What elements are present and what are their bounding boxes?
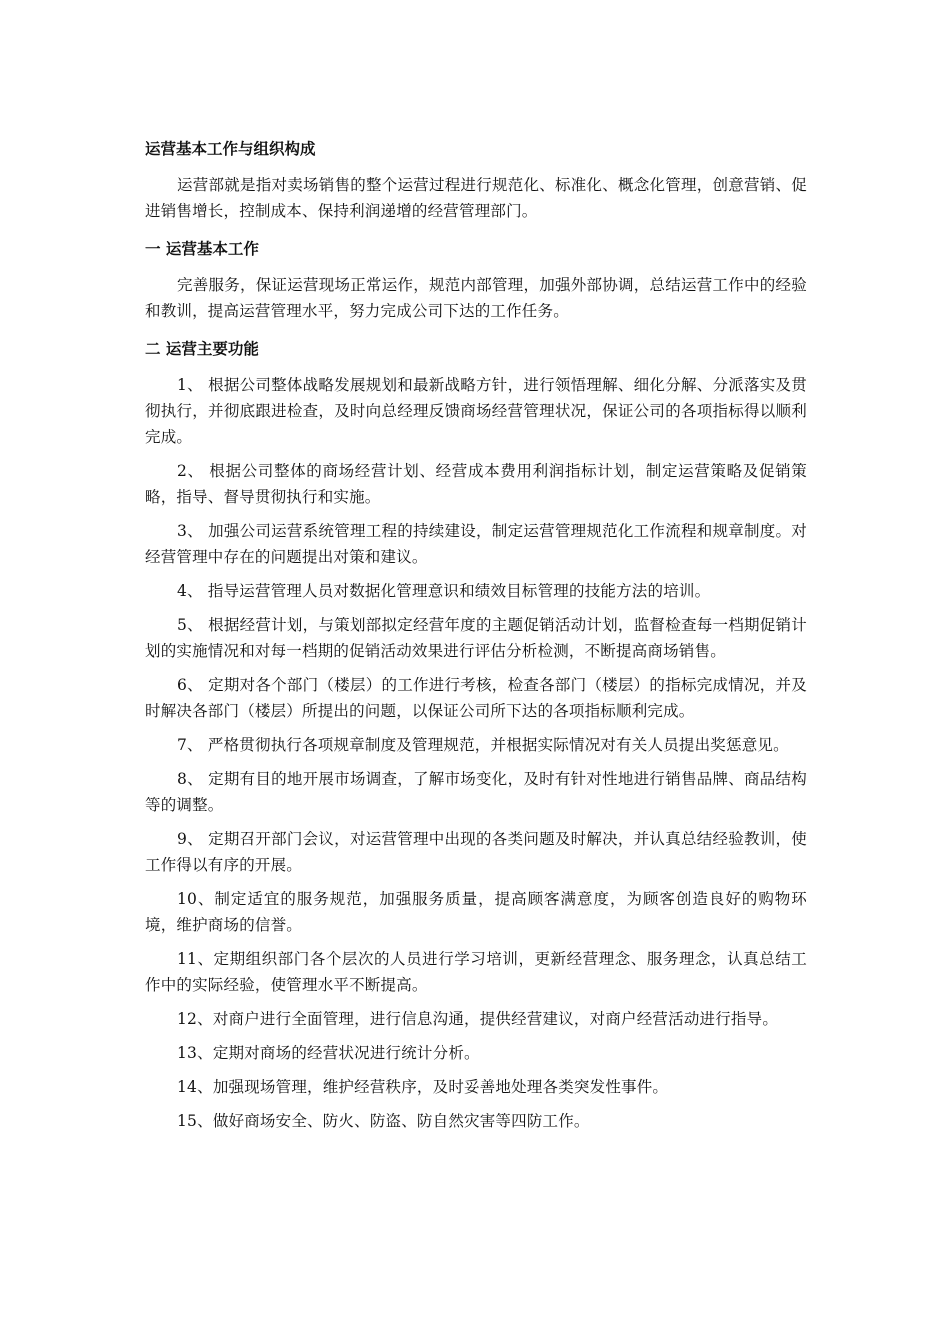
list-item: 14、加强现场管理，维护经营秩序，及时妥善地处理各类突发性事件。 [177,1078,669,1096]
document-page [145,136,807,1142]
section-2-heading: 二 运营主要功能 [145,340,259,358]
section-1-heading: 一 运营基本工作 [145,240,259,258]
list-item: 13、定期对商场的经营状况进行统计分析。 [177,1044,480,1062]
list-item: 15、做好商场安全、防火、防盗、防自然灾害等四防工作。 [177,1112,590,1130]
list-item: 8、 定期有目的地开展市场调查，了解市场变化，及时有针对性地进行销售品牌、商品结构等的调整。 [145,770,807,814]
list-item: 12、对商户进行全面管理，进行信息沟通，提供经营建议，对商户经营活动进行指导。 [177,1010,779,1028]
list-item: 5、 根据经营计划，与策划部拟定经营年度的主题促销活动计划，监督检查每一档期促销计划的实施情况和对每一档期的促销活动效果进行评估分析检测，不断提高商场销售。 [145,616,807,660]
list-item: 10、制定适宜的服务规范，加强服务质量，提高顾客满意度，为顾客创造良好的购物环境，维护商场的信誉。 [145,890,807,934]
list-item: 7、 严格贯彻执行各项规章制度及管理规范，并根据实际情况对有关人员提出奖惩意见。 [177,736,789,754]
list-item: 3、 加强公司运营系统管理工程的持续建设，制定运营管理规范化工作流程和规章制度。对经营管理中存在的问题提出对策和建议。 [145,522,807,566]
intro-paragraph: 运营部就是指对卖场销售的整个运营过程进行规范化、标准化、概念化管理，创意营销、促进销售增长，控制成本、保持利润递增的经营管理部门。 [145,176,807,220]
list-item: 6、 定期对各个部门（楼层）的工作进行考核，检查各部门（楼层）的指标完成情况，并及时解决各部门（楼层）所提出的问题，以保证公司所下达的各项指标顺利完成。 [145,676,807,720]
list-item: 1、 根据公司整体战略发展规划和最新战略方针，进行领悟理解、细化分解、分派落实及贯彻执行，并彻底跟进检查，及时向总经理反馈商场经营管理状况，保证公司的各项指标得以顺利完成。 [145,376,807,446]
list-item: 4、 指导运营管理人员对数据化管理意识和绩效目标管理的技能方法的培训。 [177,582,711,600]
list-item: 9、 定期召开部门会议，对运营管理中出现的各类问题及时解决，并认真总结经验教训，使工作得以有序的开展。 [145,830,807,874]
section-1-body: 完善服务，保证运营现场正常运作，规范内部管理，加强外部协调，总结运营工作中的经验和教训，提高运营管理水平，努力完成公司下达的工作任务。 [145,276,807,320]
list-item: 11、定期组织部门各个层次的人员进行学习培训，更新经营理念、服务理念，认真总结工作中的实际经验，使管理水平不断提高。 [145,950,807,994]
list-item: 2、 根据公司整体的商场经营计划、经营成本费用利润指标计划，制定运营策略及促销策略，指导、督导贯彻执行和实施。 [145,462,807,506]
document-title: 运营基本工作与组织构成 [145,140,316,158]
function-list [145,372,807,1134]
